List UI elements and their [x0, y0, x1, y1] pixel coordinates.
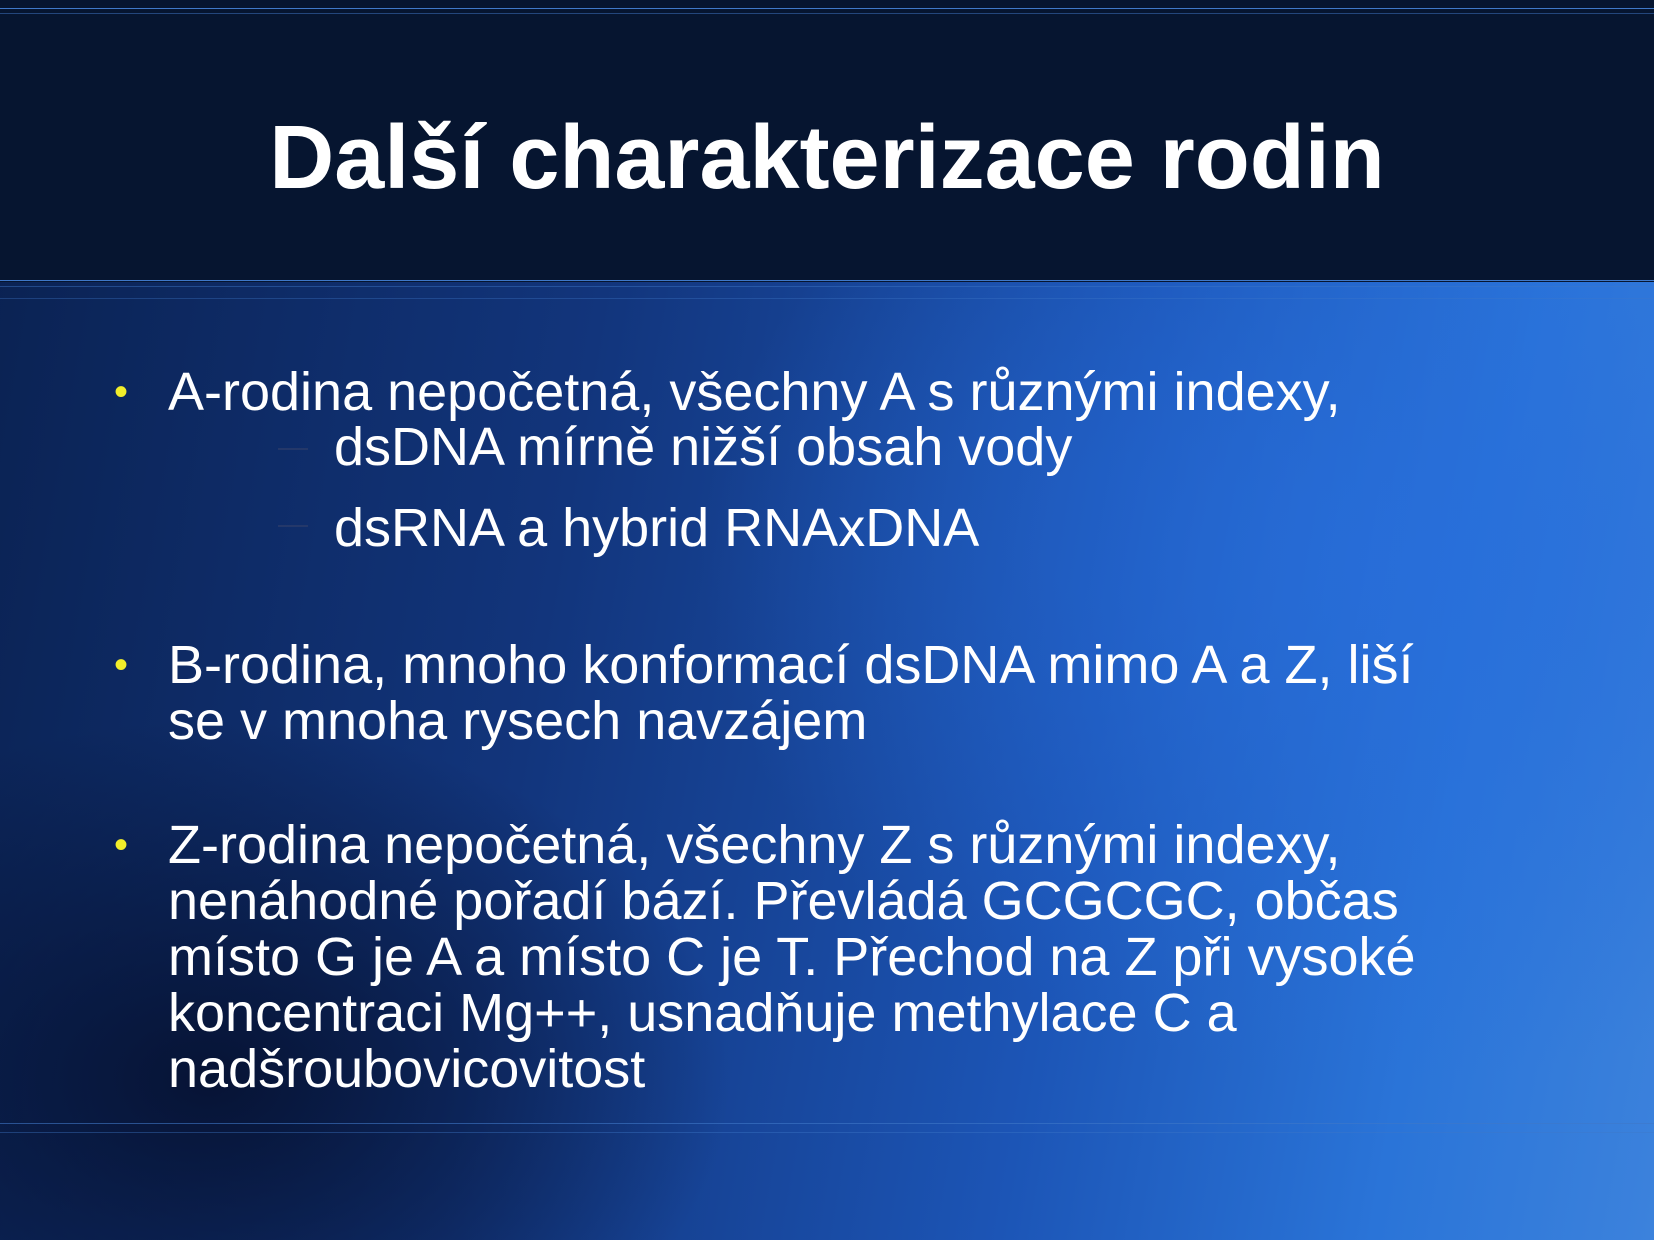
sub-bullet-dash: [278, 448, 308, 450]
bullet-marker: •: [114, 643, 129, 687]
bullet-text: Z-rodina nepočetná, všechny Z s různými indexy, nenáhodné pořadí bází. Převládá GCGCGC, občas místo G je A a místo C je T. Přechod na Z při vysoké koncentraci Mg++, usnadňuje methylace C a nadšroubovicovitost: [168, 815, 1416, 1099]
bullet-marker: •: [114, 370, 129, 414]
bullet-marker: •: [114, 823, 129, 867]
bullet-text: B-rodina, mnoho konformací dsDNA mimo A a Z, liší se v mnoha rysech navzájem: [168, 635, 1414, 751]
slide-title: Další charakterizace rodin: [269, 108, 1385, 208]
sub-bullet-dash: [278, 525, 308, 527]
bullet-text: A-rodina nepočetná, všechny A s různými indexy,: [168, 362, 1341, 422]
sub-bullet-text: dsDNA mírně nižší obsah vody: [334, 417, 1073, 477]
sub-bullet-text: dsRNA a hybrid RNAxDNA: [334, 498, 980, 558]
